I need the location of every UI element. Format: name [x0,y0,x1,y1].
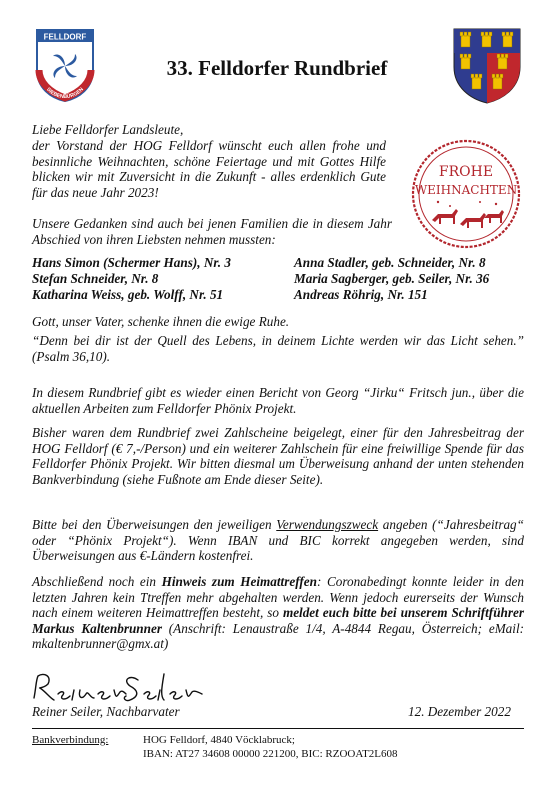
crest-bottom-text: SIEBENBÜRGEN [45,86,85,101]
bank-line: HOG Felldorf, 4840 Vöcklabruck; [143,734,295,746]
payment-paragraph: Bisher waren dem Rundbrief zwei Zahlscheine beigelegt, einer für den Jahresbeitrag der HOG Felldorf (€ 7,-/Person) und ein weiterer Zahlschein für eine freiwillige Spende für das Felldorfer Phönix Projekt. Wir bitten diesmal um Überweisung anhand der unten stehenden Bankverbindung (siehe Fußnote am Ende dieser Seite). [32,425,524,487]
name-entry: Maria Sagberger, geb. Seiler, Nr. 36 [294,271,490,286]
handwritten-signature [30,668,210,708]
reindeer-icon [432,201,504,228]
letter-date: 12. Dezember 2022 [408,704,511,719]
thoughts-paragraph: Unsere Gedanken sind auch bei jenen Familien die in diesem Jahr Abschied von ihren Liebsten nehmen mussten: [32,216,392,247]
stamp-line1: FROHE [438,164,494,180]
greeting: Liebe Felldorfer Landsleute, [32,122,184,137]
report-paragraph: In diesem Rundbrief gibt es wieder einen Bericht von Georg “Jirku“ Fritsch jun., über die aktuellen Arbeiten zum Felldorfer Phönix Projekt. [32,385,524,416]
transfer-text: angeben (“Jahresbeitrag“ oder “Phönix Projekt“). Wenn IBAN und BIC korrekt angegeben werden, sind Überweisungen aus €-Ländern kostenfrei. [32,517,524,564]
tower-icon [460,32,471,47]
signer-name: Reiner Seiler, Nachbarvater [32,704,180,719]
intro-paragraph: der Vorstand der HOG Felldorf wünscht euch allen frohe und besinnliche Weihnachten, schöne Feiertage und mit Gottes Hilfe blicken wir mit Zuversicht in die Zukunft - alles erdenklich Gute für das neue Jahr 2023! [32,138,386,200]
meeting-note: Hinweis zum Heimattreffen [161,574,317,589]
name-entry: Katharina Weiss, geb. Wolff, Nr. 51 [32,287,224,302]
contact-address: (Anschrift: Lenaustraße 1/4, A-4844 Regau, Österreich; eMail: mkaltenbrunner@gmx.at) [32,620,524,652]
footer-divider [32,728,524,729]
newsletter-title: 33. Felldorfer Rundbrief [166,56,388,80]
bank-line: IBAN: AT27 34608 00000 221200, BIC: RZOOAT2L608 [143,748,398,760]
frohe-weihnachten-stamp [410,138,522,250]
crest-top-text: FELLDORF [43,32,87,42]
bank-details [143,733,398,761]
psalm-quote: “Denn bei dir ist der Quell des Lebens, in deinem Lichte werden wir das Licht sehen.” (Psalm 36,10). [32,333,524,364]
closing-text: : Coronabedingt konnte leider in den letzten Jahren kein Ttreffen mehr abgehalten werden. Wenn jedoch eurerseits der Wunsch nach einem weiteren Heimattreffen besteht, so [32,574,524,621]
name-entry: Stefan Schneider, Nr. 8 [32,271,159,286]
prayer-line: Gott, unser Vater, schenke ihnen die ewige Ruhe. [32,314,290,329]
transfer-paragraph [32,517,524,564]
deceased-names-list [32,255,532,303]
name-entry: Andreas Röhrig, Nr. 151 [294,287,428,302]
name-entry: Hans Simon (Schermer Hans), Nr. 3 [32,255,231,270]
bank-label: Bankverbindung: [32,734,109,746]
closing-text: Abschließend noch ein [32,574,162,589]
coat-of-arms-logo [452,27,522,104]
stamp-line2: WEIHNACHTEN [414,183,518,197]
name-entry: Anna Stadler, geb. Schneider, Nr. 8 [294,255,486,270]
closing-paragraph [32,574,524,652]
transfer-text: Bitte bei den Überweisungen den jeweiligen [32,517,277,532]
purpose-term: Verwendungszweck [276,517,379,532]
contact-request: meldet euch bitte bei unserem Schriftführer Markus Kaltenbrunner [32,605,524,636]
